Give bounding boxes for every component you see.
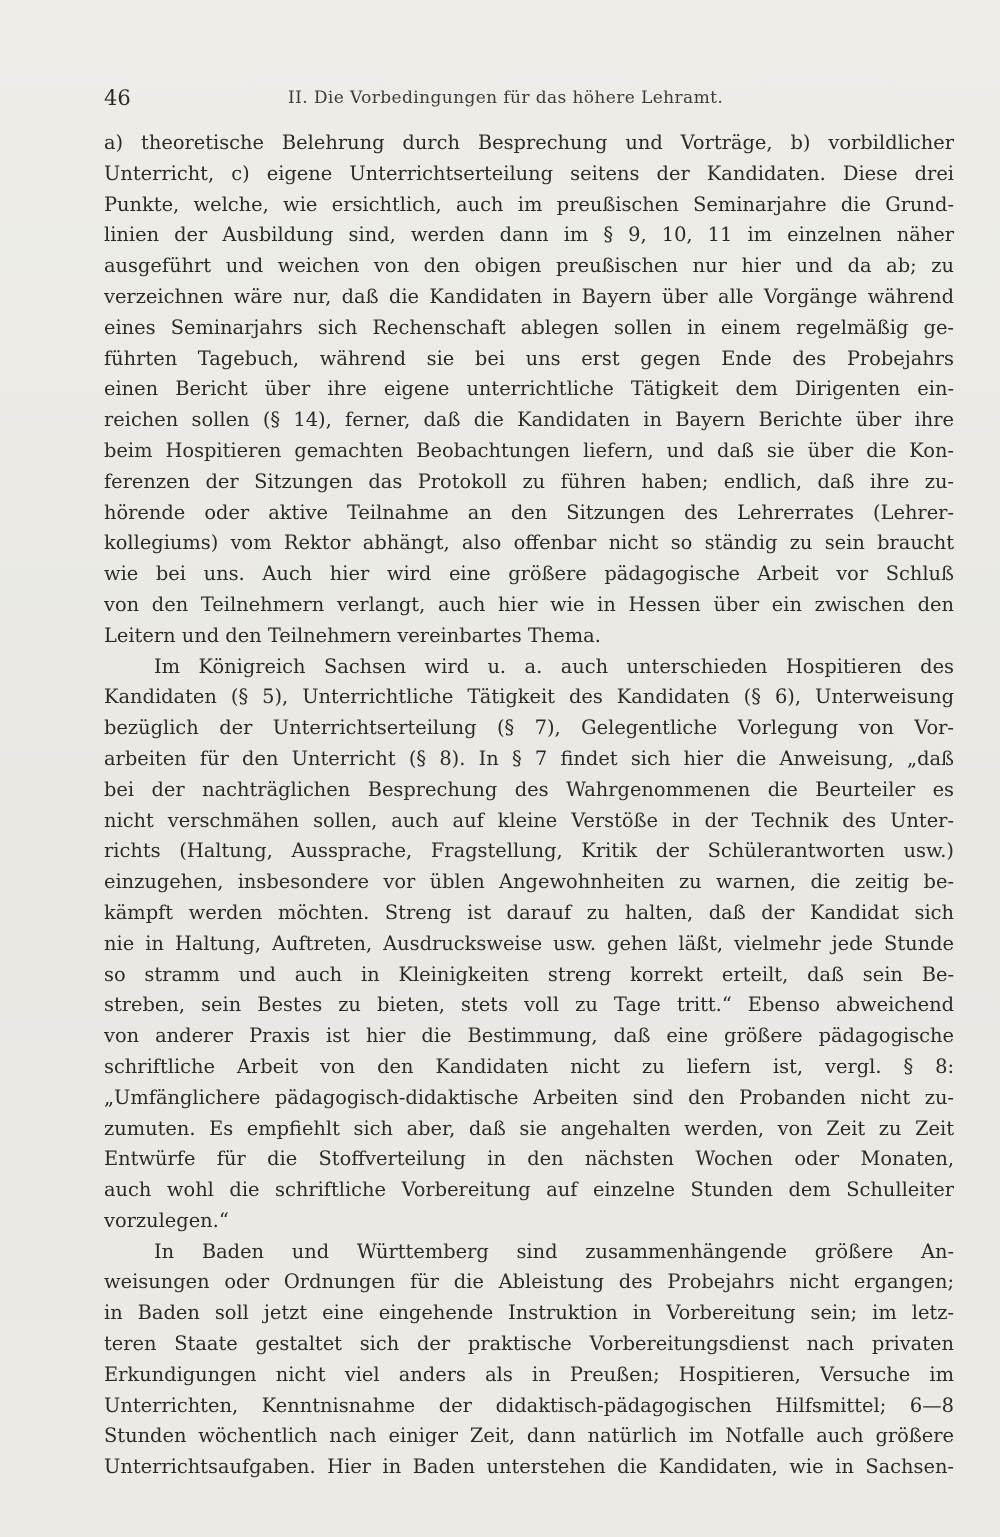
text-line: zumuten. Es empfiehlt sich aber, daß sie angehalten werden, von Zeit zu Zeit bbox=[104, 1116, 954, 1140]
text-line: Stunden wöchentlich nach einiger Zeit, dann natürlich im Notfalle auch größere bbox=[104, 1424, 954, 1448]
text-line: weisungen oder Ordnungen für die Ableistung des Probejahrs nicht ergangen; bbox=[104, 1270, 954, 1294]
text-line: führten Tagebuch, während sie bei uns erst gegen Ende des Probejahrs bbox=[104, 346, 954, 370]
text-line: beim Hospitieren gemachten Beobachtungen liefern, und daß sie über die Kon- bbox=[104, 438, 954, 462]
text-line: In Baden und Württemberg sind zusammenhängende größere An- bbox=[154, 1239, 954, 1263]
text-line: Unterrichten, Kenntnisnahme der didaktisch-pädagogischen Hilfsmittel; 6—8 bbox=[104, 1393, 954, 1417]
text-line: auch wohl die schriftliche Vorbereitung auf einzelne Stunden dem Schulleiter bbox=[104, 1178, 954, 1202]
text-line: ausgeführt und weichen von den obigen preußischen nur hier und da ab; zu bbox=[104, 254, 954, 278]
text-line: streben, sein Bestes zu bieten, stets voll zu Tage tritt.“ Ebenso abweichend bbox=[104, 993, 954, 1017]
text-line: nie in Haltung, Auftreten, Ausdrucksweise usw. gehen läßt, vielmehr jede Stunde bbox=[104, 931, 954, 955]
text-line: bei der nachträglichen Besprechung des Wahrgenommenen die Beurteiler es bbox=[104, 777, 954, 801]
text-line: kämpft werden möchten. Streng ist darauf zu halten, daß der Kandidat sich bbox=[104, 900, 954, 924]
text-line: Im Königreich Sachsen wird u. a. auch unterschieden Hospitieren des bbox=[154, 654, 954, 678]
text-line: Unterrichtsaufgaben. Hier in Baden unterstehen die Kandidaten, wie in Sachsen- bbox=[104, 1455, 954, 1479]
text-line: Erkundigungen nicht viel anders als in Preußen; Hospitieren, Versuche im bbox=[104, 1362, 954, 1386]
text-line: linien der Ausbildung sind, werden dann im § 9, 10, 11 im einzelnen näher bbox=[104, 223, 954, 247]
body-text bbox=[104, 128, 954, 1483]
text-line: arbeiten für den Unterricht (§ 8). In § 7 findet sich hier die Anweisung, „daß bbox=[104, 746, 954, 770]
page-number: 46 bbox=[104, 86, 131, 110]
text-line: von den Teilnehmern verlangt, auch hier wie in Hessen über ein zwischen den bbox=[104, 592, 954, 616]
text-line: einen Bericht über ihre eigene unterrichtliche Tätigkeit dem Dirigenten ein- bbox=[104, 377, 954, 401]
text-line: reichen sollen (§ 14), ferner, daß die Kandidaten in Bayern Berichte über ihre bbox=[104, 408, 954, 432]
text-line: Leitern und den Teilnehmern vereinbartes Thema. bbox=[104, 623, 601, 647]
text-line: Punkte, welche, wie ersichtlich, auch im preußischen Seminarjahre die Grund- bbox=[104, 192, 954, 216]
text-line: wie bei uns. Auch hier wird eine größere pädagogische Arbeit vor Schluß bbox=[104, 562, 954, 586]
text-line: eines Seminarjahrs sich Rechenschaft ablegen sollen in einem regelmäßig ge- bbox=[104, 315, 954, 339]
text-line: vorzulegen.“ bbox=[104, 1208, 229, 1232]
text-line: in Baden soll jetzt eine eingehende Instruktion in Vorbereitung sein; im letz- bbox=[104, 1301, 954, 1325]
text-line: hörende oder aktive Teilnahme an den Sitzungen des Lehrerrates (Lehrer- bbox=[104, 500, 954, 524]
text-line: verzeichnen wäre nur, daß die Kandidaten in Bayern über alle Vorgänge während bbox=[104, 284, 954, 308]
text-line: a) theoretische Belehrung durch Besprechung und Vorträge, b) vorbildlicher bbox=[104, 131, 954, 154]
running-head-title: II. Die Vorbedingungen für das höhere Lehramt. bbox=[288, 88, 724, 108]
text-line: „Umfänglichere pädagogisch-didaktische Arbeiten sind den Probanden nicht zu- bbox=[104, 1085, 954, 1109]
text-line: Kandidaten (§ 5), Unterrichtliche Tätigkeit des Kandidaten (§ 6), Unterweisung bbox=[104, 685, 954, 709]
text-line: teren Staate gestaltet sich der praktische Vorbereitungsdienst nach privaten bbox=[104, 1332, 954, 1356]
text-line: bezüglich der Unterrichtserteilung (§ 7), Gelegentliche Vorlegung von Vor- bbox=[104, 716, 954, 740]
text-line: einzugehen, insbesondere vor üblen Angewohnheiten zu warnen, die zeitig be- bbox=[104, 870, 954, 894]
text-line: Unterricht, c) eigene Unterrichtserteilung seitens der Kandidaten. Diese drei bbox=[104, 161, 954, 185]
text-line: nicht verschmähen sollen, auch auf kleine Verstöße in der Technik des Unter- bbox=[104, 808, 954, 832]
text-line: ferenzen der Sitzungen das Protokoll zu führen haben; endlich, daß ihre zu- bbox=[104, 469, 954, 493]
text-line: Entwürfe für die Stoffverteilung in den nächsten Wochen oder Monaten, bbox=[104, 1147, 954, 1171]
text-line: kollegiums) vom Rektor abhängt, also offenbar nicht so ständig zu sein braucht bbox=[104, 531, 954, 555]
text-line: schriftliche Arbeit von den Kandidaten nicht zu liefern ist, vergl. § 8: bbox=[104, 1054, 954, 1078]
text-line: von anderer Praxis ist hier die Bestimmung, daß eine größere pädagogische bbox=[104, 1024, 954, 1048]
text-line: so stramm und auch in Kleinigkeiten streng korrekt erteilt, daß sein Be- bbox=[104, 962, 954, 986]
running-head bbox=[104, 86, 954, 116]
text-line: richts (Haltung, Aussprache, Fragstellung, Kritik der Schülerantworten usw.) bbox=[104, 839, 954, 863]
